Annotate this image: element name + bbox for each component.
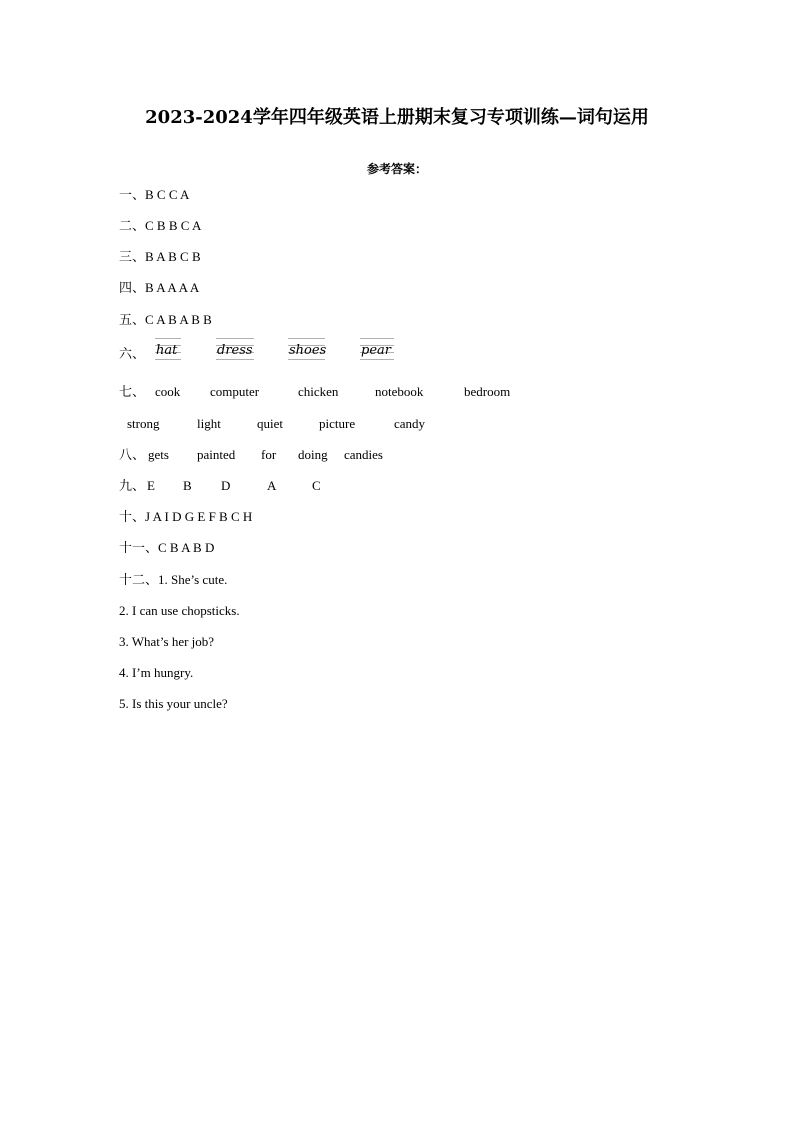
section-answers: C B B C A [145,218,202,233]
answer-sentence-line [119,694,228,714]
answer-word: for [261,447,277,462]
handwriting-word-1 [155,338,181,360]
answer-letter: B [183,478,192,493]
section-number: 五、 [119,313,146,328]
handwriting-word-2 [216,338,254,360]
answer-word: notebook [375,384,424,399]
section-3 [119,247,201,267]
handwriting-word-text: hat [156,343,178,358]
section-number: 六、 [119,347,146,362]
answer-sentence-line [119,601,240,621]
section-5 [119,310,212,330]
section-12 [119,570,227,590]
answer-word: doing [298,447,328,462]
section-answers: C B A B D [158,540,215,555]
answer-letter: E [147,478,155,493]
section-8 [119,445,419,465]
section-number: 七、 [119,385,146,400]
section-number: 十二、 [119,573,159,588]
answer-word: computer [210,384,260,399]
section-7-row-2 [119,414,439,434]
section-number: 十、 [119,510,146,525]
section-4 [119,278,199,298]
section-answers: J A I D G E F B C H [145,509,253,524]
section-11 [119,538,214,558]
answer-word: bedroom [464,384,511,399]
answer-sentence: 2. I can use chopsticks. [119,603,240,618]
section-6 [119,344,439,364]
answer-word: strong [127,416,160,431]
answer-word: quiet [257,416,283,431]
answer-word: cook [155,384,181,399]
answer-letter: C [312,478,321,493]
answer-sentence-line [119,632,214,652]
section-10 [119,507,252,527]
section-number: 八、 [119,448,146,463]
document-title: 2023-2024学年四年级英语上册期末复习专项训练—词句运用 [145,107,649,128]
answer-sentence: 1. She’s cute. [158,572,228,587]
section-number: 四、 [119,281,146,296]
handwriting-word-text: pear [361,343,391,358]
section-1 [119,185,189,205]
answer-letter: D [221,478,231,493]
section-number: 二、 [119,219,146,234]
answer-word: chicken [298,384,339,399]
handwriting-word-text: dress [217,343,253,358]
section-answers: B A B C B [145,249,201,264]
section-number: 九、 [119,479,146,494]
handwriting-word-3 [288,338,325,360]
answer-word: candies [344,447,383,462]
answer-key-heading: 参考答案： [366,162,427,176]
section-7-row-1 [119,382,539,402]
answer-word: gets [148,447,169,462]
section-answers: B C C A [145,187,190,202]
answer-sentence: 5. Is this your uncle? [119,696,228,711]
answer-sentence: 4. I’m hungry. [119,665,194,680]
section-2 [119,216,201,236]
answer-letter: A [267,478,277,493]
section-answers: B A A A A [145,280,200,295]
answer-word: candy [394,416,426,431]
section-number: 一、 [119,188,146,203]
section-answers: C A B A B B [145,312,212,327]
handwriting-word-text: shoes [289,343,327,358]
section-9 [119,476,339,496]
answer-word: picture [319,416,356,431]
answer-sentence-line [119,663,193,683]
section-number: 三、 [119,250,146,265]
answer-word: painted [197,447,236,462]
handwriting-word-4 [360,338,394,360]
section-number: 十一、 [119,541,159,556]
answer-word: light [197,416,221,431]
answer-sentence: 3. What’s her job? [119,634,215,649]
